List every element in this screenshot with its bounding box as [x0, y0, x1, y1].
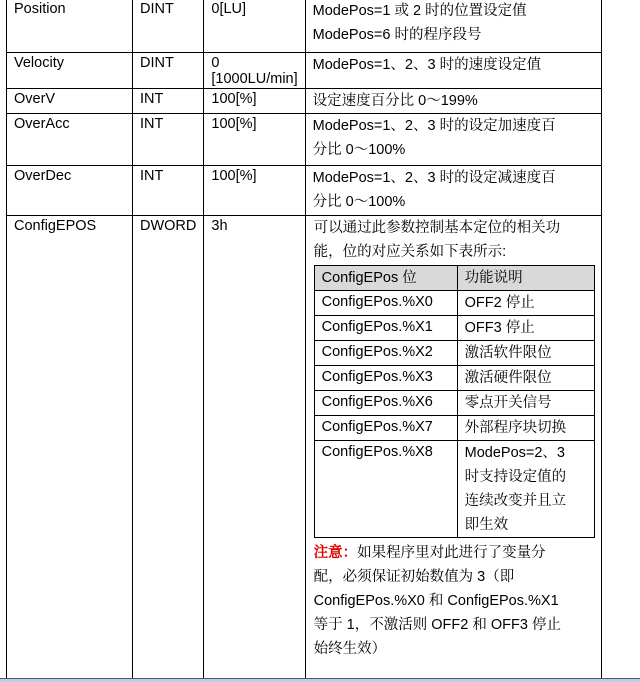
note-text: 如果程序里对此进行了变量分: [357, 545, 546, 561]
param-type: DWORD: [133, 216, 204, 679]
config-func: 外部程序块切换: [457, 416, 594, 441]
table-row: [7, 166, 602, 216]
param-type: INT: [133, 114, 204, 166]
config-bit: ConfigEPos.%X0: [314, 291, 457, 316]
param-type: INT: [133, 166, 204, 216]
note-line: 始终生效）: [313, 641, 387, 657]
config-row: [314, 441, 594, 538]
param-name: ConfigEPOS: [7, 216, 133, 679]
bottom-border-bar: [0, 678, 640, 682]
param-desc: [305, 53, 601, 89]
desc-line: 能，位的对应关系如下表所示:: [313, 244, 507, 260]
table-row: [7, 0, 602, 53]
config-bit: ConfigEPos.%X6: [314, 391, 457, 416]
desc-line: 分比 0～100%: [312, 142, 406, 158]
config-row: [314, 391, 594, 416]
config-func: [457, 441, 594, 538]
param-default: 3h: [204, 216, 305, 679]
desc-line: ModePos=1、2、3 时的设定加速度百: [312, 118, 556, 134]
note: [314, 541, 595, 661]
param-default: 100[%]: [204, 114, 305, 166]
note-line: 等于 1，不激活则 OFF2 和 OFF3 停止: [313, 617, 561, 633]
header-function: 功能说明: [457, 266, 594, 291]
param-name: OverDec: [7, 166, 133, 216]
table-row: [7, 89, 602, 114]
param-name: OverAcc: [7, 114, 133, 166]
config-func: 零点开关信号: [457, 391, 594, 416]
func-line: 连续改变并且立: [464, 493, 567, 509]
param-name: Velocity: [7, 53, 133, 89]
table-row: [7, 53, 602, 89]
note-line: ConfigEPos.%X0 和 ConfigEPos.%X1: [313, 593, 559, 609]
func-line: ModePos=2、3: [464, 445, 565, 461]
config-bit: ConfigEPos.%X2: [314, 341, 457, 366]
desc-line: ModePos=1、2、3 时的设定减速度百: [312, 170, 556, 186]
config-func: 激活硬件限位: [457, 366, 594, 391]
desc-line: 可以通过此参数控制基本定位的相关功: [313, 220, 561, 236]
desc-line: 设定速度百分比 0～199%: [312, 93, 478, 109]
param-default: 100[%]: [204, 89, 305, 114]
desc-line: 分比 0～100%: [312, 194, 406, 210]
default-line: [1000LU/min]: [211, 71, 298, 87]
param-type: DINT: [133, 53, 204, 89]
config-row: [314, 341, 594, 366]
default-line: 0: [211, 55, 220, 71]
func-line: 即生效: [464, 517, 509, 533]
config-func: OFF3 停止: [457, 316, 594, 341]
parameter-table: [6, 0, 602, 679]
config-row: [314, 291, 594, 316]
config-bit: ConfigEPos.%X1: [314, 316, 457, 341]
desc-line: ModePos=1 或 2 时的位置设定值: [312, 3, 527, 19]
param-default: [204, 53, 305, 89]
param-name: OverV: [7, 89, 133, 114]
param-default: 0[LU]: [204, 0, 305, 53]
param-desc: [305, 166, 601, 216]
param-name: Position: [7, 0, 133, 53]
func-line: 时支持设定值的: [464, 469, 567, 485]
note-line: [314, 541, 595, 565]
config-table-header: [314, 266, 594, 291]
param-type: DINT: [133, 0, 204, 53]
desc-line: ModePos=1、2、3 时的速度设定值: [312, 57, 542, 73]
param-desc: [305, 89, 601, 114]
table-row: [7, 114, 602, 166]
config-row: [314, 316, 594, 341]
header-bit: ConfigEPos 位: [314, 266, 457, 291]
param-type: INT: [133, 89, 204, 114]
config-row: [314, 366, 594, 391]
table-row: [7, 216, 602, 679]
config-bit: ConfigEPos.%X7: [314, 416, 457, 441]
config-bits-table: [314, 265, 595, 538]
note-label: 注意：: [313, 545, 358, 561]
config-func: 激活软件限位: [457, 341, 594, 366]
param-desc: [305, 114, 601, 166]
config-row: [314, 416, 594, 441]
config-bit: ConfigEPos.%X8: [314, 441, 457, 538]
param-default: 100[%]: [204, 166, 305, 216]
config-bit: ConfigEPos.%X3: [314, 366, 457, 391]
param-desc: [305, 216, 601, 679]
config-func: OFF2 停止: [457, 291, 594, 316]
note-line: 配，必须保证初始数值为 3（即: [313, 569, 515, 585]
desc-line: ModePos=6 时的程序段号: [312, 27, 482, 43]
param-desc: [305, 0, 601, 53]
